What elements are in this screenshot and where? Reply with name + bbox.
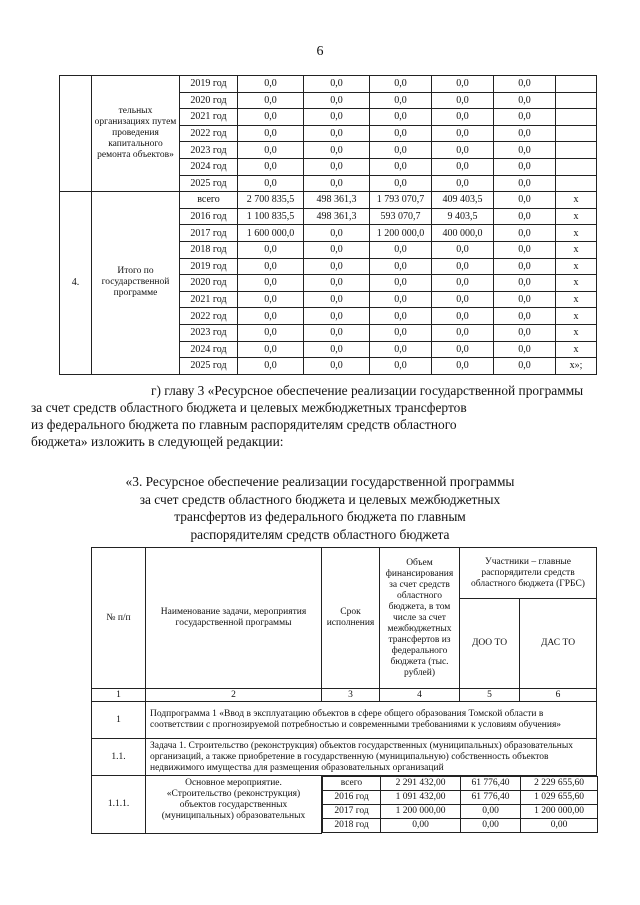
x-cell: x	[556, 324, 597, 341]
paragraph-line: за счет средств областного бюджета и целевых межбюджетных трансфертов	[31, 400, 467, 415]
year-cell: 2022 год	[180, 308, 238, 325]
year-cell: всего	[180, 192, 238, 209]
value-cell: 0,0	[304, 341, 370, 358]
year-cell: 2016 год	[180, 208, 238, 225]
value-cell: 1 100 835,5	[238, 208, 304, 225]
heading-line: распорядителям средств областного бюджета	[190, 526, 450, 542]
value-cell: 0,0	[432, 175, 494, 192]
year-cell: 2022 год	[180, 125, 238, 142]
x-cell: x	[556, 275, 597, 292]
value-cell: 0,0	[370, 92, 432, 109]
value-cell: 0,0	[432, 241, 494, 258]
table-row	[323, 791, 598, 805]
value-cell: 0,0	[238, 258, 304, 275]
value-cell: 0,0	[432, 158, 494, 175]
year-cell: 2019 год	[180, 258, 238, 275]
value-cell: 0,0	[304, 225, 370, 242]
measure-title: Основное мероприятие. «Строительство (реконструкция) объектов государственных (муниципальных) образовательных	[146, 776, 322, 834]
value-cell: 0,0	[494, 324, 556, 341]
header-term: Срок исполнения	[322, 548, 380, 689]
measure-values	[322, 776, 598, 833]
value-cell: 0,0	[432, 109, 494, 126]
x-cell: x	[556, 258, 597, 275]
value-cell: 498 361,3	[304, 208, 370, 225]
paragraph-line: бюджета» изложить в следующей редакции:	[31, 434, 284, 449]
value-cell: 0,0	[304, 241, 370, 258]
value-cell: 498 361,3	[304, 192, 370, 209]
value-cell: 0,0	[432, 341, 494, 358]
year-cell: 2020 год	[180, 275, 238, 292]
value-cell: 0,0	[494, 175, 556, 192]
value-cell: 0,0	[370, 175, 432, 192]
value-cell: 0,0	[238, 125, 304, 142]
task-num: 1.1.	[92, 739, 146, 776]
year-cell: 2023 год	[180, 324, 238, 341]
value-cell: 0,0	[304, 358, 370, 375]
header-participants: Участники – главные распорядители средств областного бюджета (ГРБС)	[460, 548, 597, 599]
paragraph-line: из федерального бюджета по главным распорядителям средств областного	[31, 417, 457, 432]
value-cell: 0,0	[494, 158, 556, 175]
header-das: ДАС ТО	[520, 599, 597, 689]
empty-cell	[556, 76, 597, 93]
das-cell: 2 229 655,60	[521, 777, 598, 791]
value-cell: 0,0	[304, 291, 370, 308]
doo-cell: 61 776,40	[461, 777, 521, 791]
value-cell: 0,0	[432, 291, 494, 308]
value-cell: 0,0	[494, 358, 556, 375]
term-cell: всего	[323, 777, 381, 791]
value-cell: 1 600 000,0	[238, 225, 304, 242]
x-cell: x	[556, 208, 597, 225]
year-cell: 2024 год	[180, 341, 238, 358]
paragraph-line: г) главу 3 «Ресурсное обеспечение реализации государственной программы	[151, 383, 584, 398]
funding-table-continued	[59, 75, 597, 375]
table-row	[323, 819, 598, 833]
empty-cell	[556, 158, 597, 175]
header-name: Наименование задачи, мероприятия государственной программы	[146, 548, 322, 689]
table-row	[60, 76, 597, 93]
subprogram-num: 1	[92, 702, 146, 739]
value-cell: 0,0	[238, 175, 304, 192]
table-row	[323, 805, 598, 819]
resource-table	[91, 547, 597, 834]
value-cell: 0,0	[304, 142, 370, 159]
row-label: тельных организациях путем проведения капитального ремонта объектов»	[92, 76, 180, 192]
value-cell: 0,0	[432, 308, 494, 325]
empty-num-cell	[60, 76, 92, 192]
value-cell: 0,0	[494, 92, 556, 109]
value-cell: 0,0	[432, 275, 494, 292]
table-row	[323, 777, 598, 791]
colnum: 3	[322, 689, 380, 702]
value-cell: 0,0	[238, 358, 304, 375]
value-cell: 0,0	[304, 92, 370, 109]
value-cell: 0,0	[494, 125, 556, 142]
value-cell: 0,0	[494, 275, 556, 292]
value-cell: 0,0	[494, 308, 556, 325]
volume-cell: 0,00	[381, 819, 461, 833]
term-cell: 2017 год	[323, 805, 381, 819]
year-cell: 2018 год	[180, 241, 238, 258]
value-cell: 1 200 000,0	[370, 225, 432, 242]
value-cell: 0,0	[370, 291, 432, 308]
value-cell: 0,0	[432, 76, 494, 93]
year-cell: 2020 год	[180, 92, 238, 109]
row-num: 4.	[60, 192, 92, 375]
value-cell: 0,0	[304, 109, 370, 126]
value-cell: 0,0	[238, 109, 304, 126]
value-cell: 0,0	[370, 76, 432, 93]
empty-cell	[556, 142, 597, 159]
value-cell: 409 403,5	[432, 192, 494, 209]
heading-line: «3. Ресурсное обеспечение реализации государственной программы	[125, 474, 515, 489]
value-cell: 0,0	[238, 142, 304, 159]
value-cell: 0,0	[238, 275, 304, 292]
value-cell: 0,0	[494, 208, 556, 225]
year-cell: 2023 год	[180, 142, 238, 159]
value-cell: 0,0	[238, 308, 304, 325]
value-cell: 0,0	[370, 275, 432, 292]
value-cell: 0,0	[494, 291, 556, 308]
value-cell: 0,0	[238, 76, 304, 93]
colnum: 5	[460, 689, 520, 702]
table-row	[60, 192, 597, 209]
term-cell: 2018 год	[323, 819, 381, 833]
x-cell: x	[556, 241, 597, 258]
year-cell: 2025 год	[180, 358, 238, 375]
value-cell: 0,0	[238, 241, 304, 258]
value-cell: 0,0	[432, 258, 494, 275]
das-cell: 1 200 000,00	[521, 805, 598, 819]
doo-cell: 61 776,40	[461, 791, 521, 805]
year-cell: 2017 год	[180, 225, 238, 242]
value-cell: 0,0	[238, 92, 304, 109]
colnum: 6	[520, 689, 597, 702]
volume-cell: 2 291 432,00	[381, 777, 461, 791]
value-cell: 0,0	[370, 142, 432, 159]
value-cell: 0,0	[304, 125, 370, 142]
value-cell: 0,0	[238, 291, 304, 308]
value-cell: 0,0	[370, 258, 432, 275]
empty-cell	[556, 92, 597, 109]
value-cell: 0,0	[304, 275, 370, 292]
value-cell: 0,0	[304, 308, 370, 325]
value-cell: 0,0	[304, 158, 370, 175]
value-cell: 593 070,7	[370, 208, 432, 225]
year-cell: 2019 год	[180, 76, 238, 93]
x-cell: x	[556, 192, 597, 209]
value-cell: 0,0	[494, 258, 556, 275]
heading-line: за счет средств областного бюджета и целевых межбюджетных	[139, 491, 501, 507]
year-cell: 2024 год	[180, 158, 238, 175]
volume-cell: 1 091 432,00	[381, 791, 461, 805]
value-cell: 9 403,5	[432, 208, 494, 225]
value-cell: 0,0	[432, 92, 494, 109]
value-cell: 0,0	[432, 358, 494, 375]
x-cell: x	[556, 225, 597, 242]
value-cell: 0,0	[304, 175, 370, 192]
task-title: Задача 1. Строительство (реконструкция) объектов государственных (муниципальных) образовательных организаций, а также приобретение в государственную (муниципальную) собственность объектов недвижимого имущества для размещения образовательных организаций	[146, 739, 597, 776]
value-cell: 0,0	[432, 142, 494, 159]
value-cell: 0,0	[494, 241, 556, 258]
colnum: 4	[380, 689, 460, 702]
value-cell: 2 700 835,5	[238, 192, 304, 209]
das-cell: 1 029 655,60	[521, 791, 598, 805]
empty-cell	[556, 125, 597, 142]
value-cell: 0,0	[304, 258, 370, 275]
value-cell: 400 000,0	[432, 225, 494, 242]
subprogram-title: Подпрограмма 1 «Ввод в эксплуатацию объектов в сфере общего образования Томской области в соответствии с прогнозируемой потребностью и современными требованиями к условиям обучения»	[146, 702, 597, 739]
chapter-heading	[100, 473, 540, 543]
volume-cell: 1 200 000,00	[381, 805, 461, 819]
year-cell: 2021 год	[180, 109, 238, 126]
page-number: 6	[316, 44, 324, 59]
doo-cell: 0,00	[461, 805, 521, 819]
row-label: Итого по государственной программе	[92, 192, 180, 375]
x-cell: x	[556, 308, 597, 325]
colnum: 2	[146, 689, 322, 702]
value-cell: 0,0	[370, 241, 432, 258]
term-cell: 2016 год	[323, 791, 381, 805]
value-cell: 0,0	[304, 76, 370, 93]
value-cell: 1 793 070,7	[370, 192, 432, 209]
value-cell: 0,0	[370, 125, 432, 142]
value-cell: 0,0	[494, 142, 556, 159]
heading-line: трансфертов из федерального бюджета по главным	[174, 509, 466, 524]
colnum: 1	[92, 689, 146, 702]
year-cell: 2021 год	[180, 291, 238, 308]
header-doo: ДОО ТО	[460, 599, 520, 689]
value-cell: 0,0	[370, 308, 432, 325]
das-cell: 0,00	[521, 819, 598, 833]
empty-cell	[556, 109, 597, 126]
empty-cell	[556, 175, 597, 192]
measure-num: 1.1.1.	[92, 776, 146, 834]
value-cell: 0,0	[494, 109, 556, 126]
value-cell: 0,0	[370, 324, 432, 341]
value-cell: 0,0	[432, 324, 494, 341]
value-cell: 0,0	[304, 324, 370, 341]
header-volume: Объем финансирования за счет средств областного бюджета, в том числе за счет межбюджетных трансфертов из федерального бюджета (тыс. рублей)	[380, 548, 460, 689]
x-cell: x	[556, 291, 597, 308]
amendment-paragraph	[31, 382, 596, 450]
year-cell: 2025 год	[180, 175, 238, 192]
value-cell: 0,0	[432, 125, 494, 142]
value-cell: 0,0	[238, 324, 304, 341]
x-cell: x»;	[556, 358, 597, 375]
doo-cell: 0,00	[461, 819, 521, 833]
value-cell: 0,0	[370, 158, 432, 175]
header-num: № п/п	[92, 548, 146, 689]
x-cell: x	[556, 341, 597, 358]
value-cell: 0,0	[238, 341, 304, 358]
value-cell: 0,0	[370, 109, 432, 126]
value-cell: 0,0	[494, 341, 556, 358]
value-cell: 0,0	[494, 76, 556, 93]
value-cell: 0,0	[494, 192, 556, 209]
value-cell: 0,0	[238, 158, 304, 175]
value-cell: 0,0	[494, 225, 556, 242]
value-cell: 0,0	[370, 358, 432, 375]
value-cell: 0,0	[370, 341, 432, 358]
